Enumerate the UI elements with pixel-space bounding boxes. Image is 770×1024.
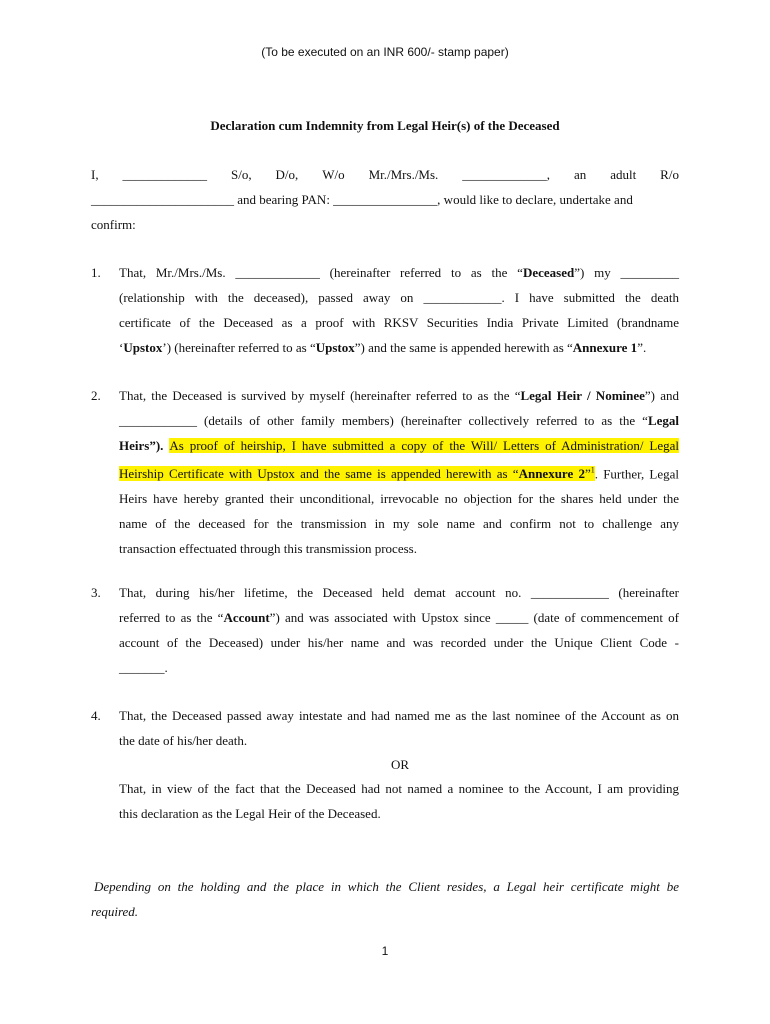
clause-line: Heirs have hereby granted their unconditional, irrevocable no objection for the shares held under the	[119, 491, 679, 507]
clause-line	[119, 433, 679, 458]
clause-3	[119, 580, 679, 680]
clause-line: That, the Deceased passed away intestate and had named me as the last nominee of the Account as on	[119, 708, 679, 723]
clause-line: referred to as the “Account”) and was associated with Upstox since _____ (date of commencement of	[119, 610, 679, 625]
bold-term: Annexure 2	[518, 466, 585, 482]
bold-term: Upstox	[315, 340, 355, 355]
intro-paragraph	[91, 162, 679, 237]
bold-term: Upstox	[123, 340, 163, 355]
clause-2	[119, 383, 679, 561]
or-separator: OR	[390, 757, 410, 772]
clause-line: name of the deceased for the transmission in my sole name and confirm not to challenge any	[119, 516, 679, 532]
clause-line: ____________ (details of other family members) (hereinafter collectively referred to as the “Legal	[119, 413, 679, 428]
clause-number: 1.	[91, 265, 101, 280]
clause-line: the date of his/her death.	[119, 733, 248, 748]
clause-line: ‘Upstox’) (hereinafter referred to as “Upstox”) and the same is appended herewith as “Annexure 1”.	[119, 340, 647, 355]
bold-term: Heirs”).	[119, 438, 170, 453]
clause-number: 3.	[91, 585, 101, 600]
clause-line: this declaration as the Legal Heir of the Deceased.	[119, 806, 381, 821]
bold-term: Legal Heir / Nominee	[520, 388, 645, 403]
clause-line: That, the Deceased is survived by myself (hereinafter referred to as the “Legal Heir / Nominee”) and	[119, 388, 679, 403]
clause-number: 2.	[91, 388, 101, 403]
document-title: Declaration cum Indemnity from Legal Heir(s) of the Deceased	[210, 118, 560, 133]
clause-line: certificate of the Deceased as a proof with RKSV Securities India Private Limited (brandname	[119, 315, 679, 330]
footnote-line: Depending on the holding and the place in which the Client resides, a Legal heir certificate might be	[94, 879, 679, 894]
footnote	[91, 874, 679, 924]
page-number: 1	[381, 944, 389, 958]
clause-line: That, in view of the fact that the Deceased had not named a nominee to the Account, I am providing	[119, 781, 679, 796]
clause-line: Heirship Certificate with Upstox and the same is appended herewith as “Annexure 2”$^1$. Further, Legal	[119, 466, 680, 482]
intro-line-2: ______________________ and bearing PAN: ________________, would like to declare, undertake and	[91, 192, 633, 207]
clause-1	[119, 260, 679, 360]
bold-term: Annexure 1	[572, 340, 638, 355]
clause-line: transaction effectuated through this transmission process.	[119, 541, 417, 557]
footnote-line: required.	[91, 904, 139, 919]
clause-line: account of the Deceased) under his/her name and was recorded under the Unique Client Code -	[119, 635, 679, 650]
bold-term: Deceased	[522, 265, 575, 280]
highlighted-text: As proof of heirship, I have submitted a copy of the Will/ Letters of Administration/ Legal	[169, 438, 679, 453]
bold-term: Account	[223, 610, 270, 625]
clause-line: That, Mr./Mrs./Ms. _____________ (hereinafter referred to as the “Deceased”) my _________	[119, 265, 679, 280]
clause-line: That, during his/her lifetime, the Deceased held demat account no. ____________ (hereinafter	[119, 585, 679, 600]
clause-line: _______.	[119, 660, 168, 675]
intro-line-3: confirm:	[91, 217, 136, 232]
stamp-paper-note: (To be executed on an INR 600/- stamp paper)	[261, 45, 509, 59]
clause-number: 4.	[91, 708, 101, 723]
bold-term: Legal	[647, 413, 679, 428]
intro-line-1: I, _____________ S/o, D/o, W/o Mr./Mrs./Ms. _____________, an adult R/o	[91, 167, 679, 182]
clause-4	[119, 703, 679, 753]
clause-line: (relationship with the deceased), passed away on ____________. I have submitted the death	[119, 290, 679, 305]
highlighted-text: Heirship Certificate with Upstox and the same is appended herewith as “Annexure 2”$^1$	[119, 466, 595, 482]
footnote-marker: 1	[590, 466, 595, 475]
clause-4-alternative	[119, 776, 679, 826]
